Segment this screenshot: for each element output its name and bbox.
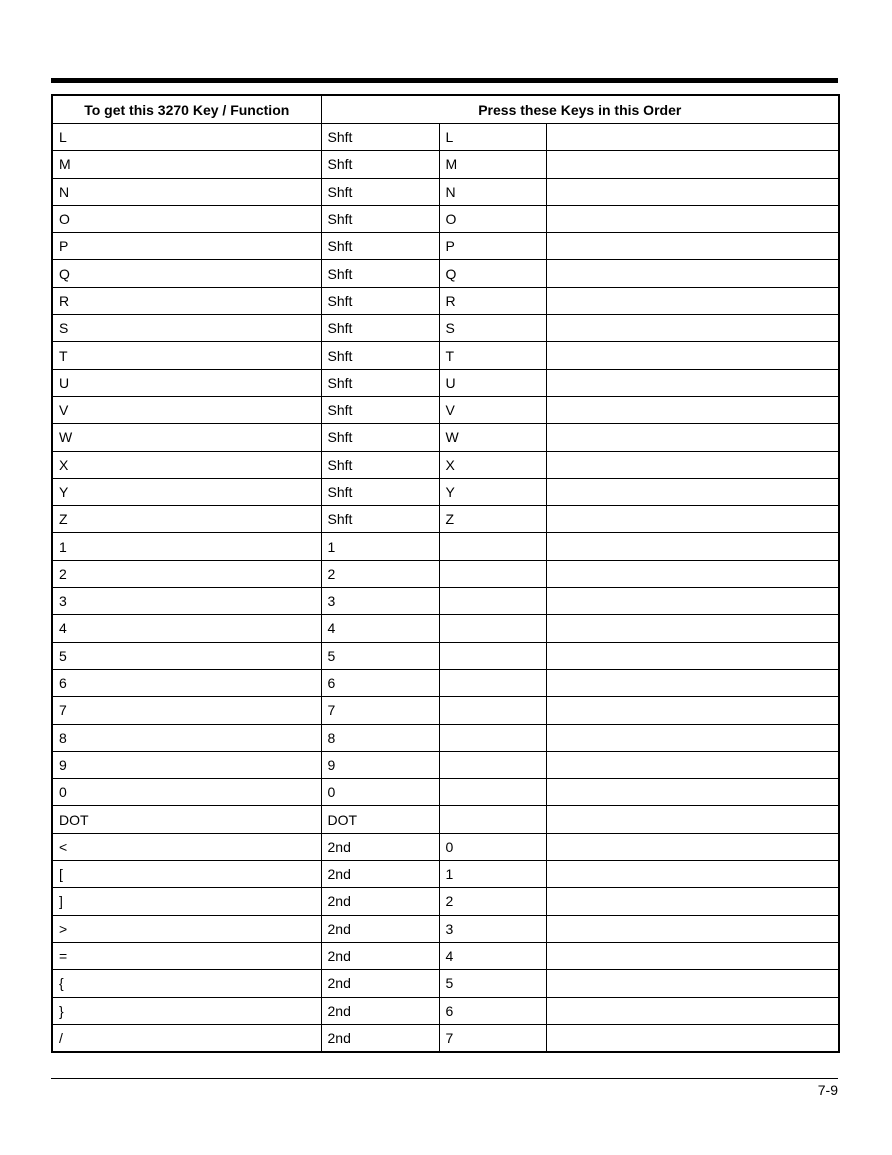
cell-key-1: 4 xyxy=(321,615,439,642)
cell-key-3 xyxy=(546,287,839,314)
cell-3270-key: 7 xyxy=(52,697,321,724)
table-row xyxy=(52,506,839,533)
cell-key-1: Shft xyxy=(321,451,439,478)
cell-3270-key: 4 xyxy=(52,615,321,642)
cell-3270-key: Q xyxy=(52,260,321,287)
cell-3270-key: O xyxy=(52,205,321,232)
cell-key-2: O xyxy=(439,205,546,232)
table-row xyxy=(52,588,839,615)
header-3270-key: To get this 3270 Key / Function xyxy=(52,95,321,124)
cell-key-2: L xyxy=(439,124,546,151)
cell-3270-key: } xyxy=(52,997,321,1024)
cell-key-2 xyxy=(439,588,546,615)
cell-key-2: 1 xyxy=(439,861,546,888)
cell-key-3 xyxy=(546,888,839,915)
cell-key-3 xyxy=(546,588,839,615)
cell-key-3 xyxy=(546,260,839,287)
cell-key-2 xyxy=(439,669,546,696)
cell-key-3 xyxy=(546,506,839,533)
cell-key-2: W xyxy=(439,424,546,451)
cell-key-3 xyxy=(546,424,839,451)
table-row xyxy=(52,1024,839,1052)
cell-key-3 xyxy=(546,315,839,342)
table-row xyxy=(52,315,839,342)
cell-key-2 xyxy=(439,615,546,642)
cell-key-3 xyxy=(546,451,839,478)
table-row xyxy=(52,642,839,669)
cell-3270-key: < xyxy=(52,833,321,860)
cell-key-2: 6 xyxy=(439,997,546,1024)
cell-3270-key: 1 xyxy=(52,533,321,560)
table-row xyxy=(52,751,839,778)
cell-key-3 xyxy=(546,915,839,942)
cell-key-1: Shft xyxy=(321,369,439,396)
cell-key-2 xyxy=(439,779,546,806)
cell-key-2: R xyxy=(439,287,546,314)
cell-3270-key: V xyxy=(52,396,321,423)
table-row xyxy=(52,287,839,314)
cell-key-2: 3 xyxy=(439,915,546,942)
cell-3270-key: X xyxy=(52,451,321,478)
table-row xyxy=(52,779,839,806)
cell-key-3 xyxy=(546,997,839,1024)
cell-key-1: Shft xyxy=(321,342,439,369)
cell-key-2: 2 xyxy=(439,888,546,915)
key-mapping-table xyxy=(51,94,840,1053)
table-row xyxy=(52,205,839,232)
cell-key-1: Shft xyxy=(321,424,439,451)
cell-key-1: 0 xyxy=(321,779,439,806)
cell-key-1: 2nd xyxy=(321,997,439,1024)
cell-key-3 xyxy=(546,369,839,396)
cell-key-1: Shft xyxy=(321,233,439,260)
table-row xyxy=(52,233,839,260)
cell-3270-key: DOT xyxy=(52,806,321,833)
cell-key-1: 8 xyxy=(321,724,439,751)
table-row xyxy=(52,342,839,369)
cell-key-2: 4 xyxy=(439,942,546,969)
cell-key-1: 3 xyxy=(321,588,439,615)
cell-3270-key: { xyxy=(52,970,321,997)
cell-key-3 xyxy=(546,642,839,669)
cell-key-3 xyxy=(546,178,839,205)
cell-key-1: Shft xyxy=(321,260,439,287)
cell-key-1: 5 xyxy=(321,642,439,669)
cell-3270-key: T xyxy=(52,342,321,369)
cell-3270-key: 6 xyxy=(52,669,321,696)
table-row xyxy=(52,861,839,888)
table-row xyxy=(52,560,839,587)
cell-key-2 xyxy=(439,533,546,560)
table-row xyxy=(52,997,839,1024)
cell-key-2: 7 xyxy=(439,1024,546,1052)
cell-key-2 xyxy=(439,724,546,751)
table-row xyxy=(52,724,839,751)
cell-3270-key: W xyxy=(52,424,321,451)
table-row xyxy=(52,669,839,696)
header-press-keys: Press these Keys in this Order xyxy=(321,95,839,124)
cell-key-2: Z xyxy=(439,506,546,533)
cell-key-1: 6 xyxy=(321,669,439,696)
cell-3270-key: 3 xyxy=(52,588,321,615)
cell-3270-key: 0 xyxy=(52,779,321,806)
cell-key-2: T xyxy=(439,342,546,369)
cell-key-2: P xyxy=(439,233,546,260)
cell-3270-key: / xyxy=(52,1024,321,1052)
cell-key-1: 2nd xyxy=(321,970,439,997)
cell-key-1: 2nd xyxy=(321,861,439,888)
cell-key-3 xyxy=(546,942,839,969)
cell-key-1: Shft xyxy=(321,506,439,533)
cell-key-1: Shft xyxy=(321,287,439,314)
cell-key-1: 2nd xyxy=(321,1024,439,1052)
cell-key-3 xyxy=(546,779,839,806)
cell-key-2: S xyxy=(439,315,546,342)
cell-key-2 xyxy=(439,560,546,587)
cell-key-1: 2nd xyxy=(321,888,439,915)
cell-3270-key: U xyxy=(52,369,321,396)
cell-key-1: 1 xyxy=(321,533,439,560)
header-rule xyxy=(51,78,838,83)
cell-3270-key: Z xyxy=(52,506,321,533)
cell-key-2: U xyxy=(439,369,546,396)
table-row xyxy=(52,833,839,860)
cell-key-2: N xyxy=(439,178,546,205)
cell-key-2 xyxy=(439,697,546,724)
cell-3270-key: [ xyxy=(52,861,321,888)
cell-key-1: 7 xyxy=(321,697,439,724)
table-row xyxy=(52,942,839,969)
cell-key-1: Shft xyxy=(321,315,439,342)
cell-3270-key: 8 xyxy=(52,724,321,751)
table-row xyxy=(52,369,839,396)
cell-3270-key: 2 xyxy=(52,560,321,587)
cell-key-1: Shft xyxy=(321,151,439,178)
cell-key-1: Shft xyxy=(321,205,439,232)
cell-key-3 xyxy=(546,724,839,751)
table-row xyxy=(52,178,839,205)
cell-key-2 xyxy=(439,642,546,669)
cell-3270-key: S xyxy=(52,315,321,342)
cell-key-3 xyxy=(546,669,839,696)
table-row xyxy=(52,915,839,942)
cell-3270-key: P xyxy=(52,233,321,260)
cell-3270-key: L xyxy=(52,124,321,151)
table-row xyxy=(52,451,839,478)
cell-key-2: 0 xyxy=(439,833,546,860)
cell-key-2: M xyxy=(439,151,546,178)
table-row xyxy=(52,124,839,151)
table-row xyxy=(52,806,839,833)
cell-key-3 xyxy=(546,233,839,260)
cell-key-1: Shft xyxy=(321,478,439,505)
table-row xyxy=(52,396,839,423)
footer-rule xyxy=(51,1078,838,1079)
cell-key-3 xyxy=(546,697,839,724)
cell-key-3 xyxy=(546,342,839,369)
cell-3270-key: ] xyxy=(52,888,321,915)
cell-key-2 xyxy=(439,806,546,833)
table-row xyxy=(52,615,839,642)
cell-3270-key: Y xyxy=(52,478,321,505)
table-row xyxy=(52,151,839,178)
cell-key-1: Shft xyxy=(321,396,439,423)
cell-key-3 xyxy=(546,615,839,642)
cell-key-2: Y xyxy=(439,478,546,505)
cell-key-1: 2nd xyxy=(321,915,439,942)
table-row xyxy=(52,533,839,560)
cell-key-1: 2nd xyxy=(321,833,439,860)
cell-key-2: 5 xyxy=(439,970,546,997)
cell-key-1: Shft xyxy=(321,178,439,205)
cell-3270-key: M xyxy=(52,151,321,178)
table-header-row xyxy=(52,95,839,124)
cell-key-2: X xyxy=(439,451,546,478)
cell-key-3 xyxy=(546,806,839,833)
table-row xyxy=(52,697,839,724)
cell-3270-key: 9 xyxy=(52,751,321,778)
cell-key-3 xyxy=(546,205,839,232)
cell-key-3 xyxy=(546,396,839,423)
cell-key-3 xyxy=(546,124,839,151)
table-body xyxy=(52,124,839,1053)
cell-key-2 xyxy=(439,751,546,778)
cell-3270-key: N xyxy=(52,178,321,205)
cell-key-1: 2 xyxy=(321,560,439,587)
cell-key-1: 2nd xyxy=(321,942,439,969)
cell-key-3 xyxy=(546,751,839,778)
cell-key-3 xyxy=(546,861,839,888)
cell-key-3 xyxy=(546,151,839,178)
cell-key-3 xyxy=(546,1024,839,1052)
table-row xyxy=(52,970,839,997)
cell-3270-key: 5 xyxy=(52,642,321,669)
cell-3270-key: R xyxy=(52,287,321,314)
table-row xyxy=(52,424,839,451)
cell-key-1: Shft xyxy=(321,124,439,151)
table-row xyxy=(52,888,839,915)
cell-key-1: 9 xyxy=(321,751,439,778)
cell-key-1: DOT xyxy=(321,806,439,833)
cell-key-3 xyxy=(546,833,839,860)
cell-key-3 xyxy=(546,533,839,560)
cell-key-2: Q xyxy=(439,260,546,287)
table-row xyxy=(52,260,839,287)
cell-key-2: V xyxy=(439,396,546,423)
page-number: 7-9 xyxy=(817,1082,838,1098)
cell-key-3 xyxy=(546,970,839,997)
cell-3270-key: = xyxy=(52,942,321,969)
cell-3270-key: > xyxy=(52,915,321,942)
cell-key-3 xyxy=(546,560,839,587)
cell-key-3 xyxy=(546,478,839,505)
table-row xyxy=(52,478,839,505)
